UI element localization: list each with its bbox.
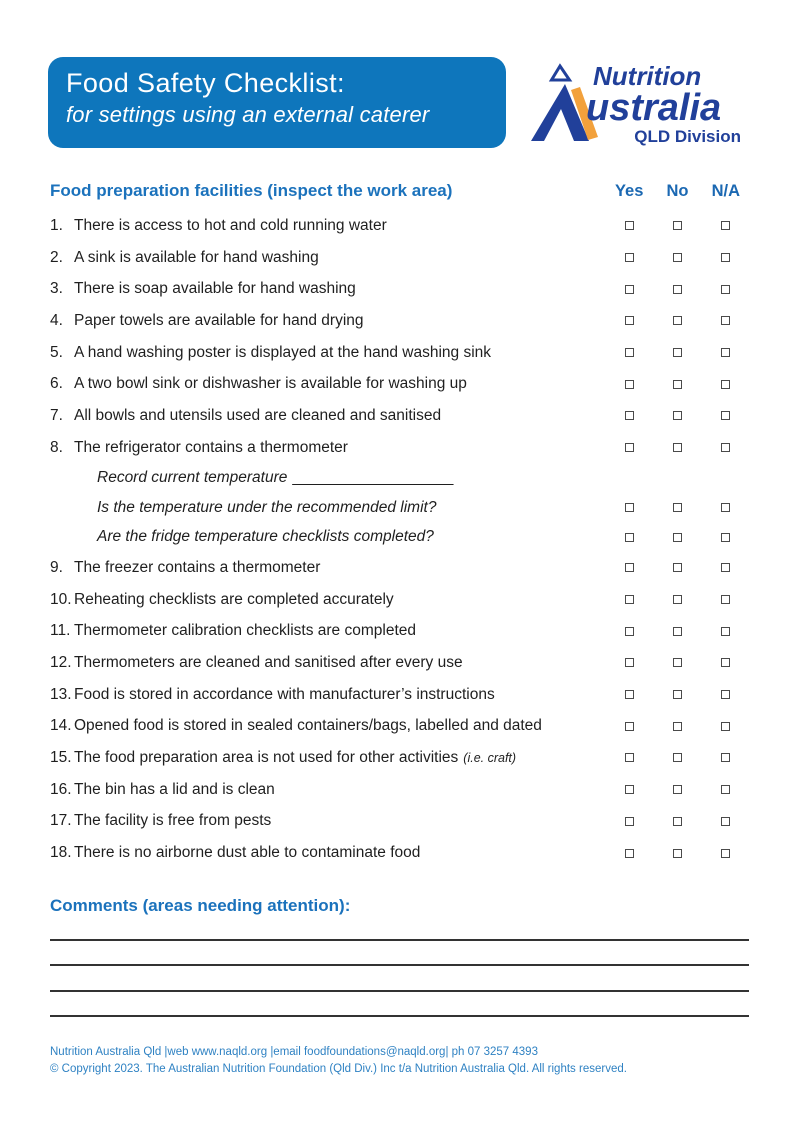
check-columns (605, 253, 750, 262)
checkbox-yes[interactable] (625, 503, 634, 512)
checkbox-yes[interactable] (625, 533, 634, 542)
checkbox-na[interactable] (721, 722, 730, 731)
checkbox-no[interactable] (673, 443, 682, 452)
comments-heading: Comments (areas needing attention): (50, 895, 351, 915)
item-number: 3. (50, 280, 63, 298)
comments-area (50, 916, 750, 1017)
checkbox-no[interactable] (673, 411, 682, 420)
checkbox-na[interactable] (721, 443, 730, 452)
checkbox-na[interactable] (721, 533, 730, 542)
checklist-section (50, 181, 750, 1017)
item-text: Reheating checklists are completed accurately (74, 590, 394, 608)
comment-line[interactable] (50, 992, 749, 1017)
checkbox-yes[interactable] (625, 443, 634, 452)
column-header-na: N/A (711, 182, 741, 200)
checkbox-na[interactable] (721, 785, 730, 794)
check-columns (605, 503, 750, 512)
checklist-row (50, 647, 750, 679)
item-number: 1. (50, 216, 63, 234)
checkbox-na[interactable] (721, 503, 730, 512)
item-text (74, 749, 605, 767)
checkbox-no[interactable] (673, 563, 682, 572)
item-number: 6. (50, 375, 63, 393)
checkbox-na[interactable] (721, 563, 730, 572)
checklist-row (50, 584, 750, 616)
item-text: Thermometer calibration checklists are completed (74, 622, 416, 640)
checkbox-na[interactable] (721, 253, 730, 262)
checklist-subrow (50, 464, 750, 494)
item-text: The facility is free from pests (74, 812, 272, 830)
checkbox-no[interactable] (673, 627, 682, 636)
item-number: 9. (50, 558, 63, 576)
checkbox-no[interactable] (673, 316, 682, 325)
item-text: There is soap available for hand washing (74, 280, 356, 298)
title-banner (48, 57, 506, 148)
checkbox-yes[interactable] (625, 253, 634, 262)
checkbox-na[interactable] (721, 658, 730, 667)
check-columns (605, 443, 750, 452)
check-columns (605, 627, 750, 636)
check-columns (605, 849, 750, 858)
check-columns (605, 285, 750, 294)
item-text: There is no airborne dust able to contaminate food (74, 844, 421, 862)
check-columns (605, 690, 750, 699)
check-columns (605, 753, 750, 762)
item-number: 7. (50, 406, 63, 424)
check-columns (605, 348, 750, 357)
checkbox-yes[interactable] (625, 817, 634, 826)
checkbox-no[interactable] (673, 753, 682, 762)
item-number: 5. (50, 343, 63, 361)
comment-line[interactable] (50, 966, 749, 991)
item-number: 13. (50, 685, 72, 703)
check-columns (605, 785, 750, 794)
checkbox-yes[interactable] (625, 690, 634, 699)
footer-copyright-line: © Copyright 2023. The Australian Nutrition Foundation (Qld Div.) Inc t/a Nutrition Australia Qld. All rights reserved. (50, 1062, 627, 1075)
checklist-row (50, 400, 750, 432)
item-number: 17. (50, 812, 72, 830)
checkbox-no[interactable] (673, 503, 682, 512)
item-text: The bin has a lid and is clean (74, 780, 275, 798)
logo-brand-top: Nutrition (593, 61, 702, 91)
checklist-row (50, 242, 750, 274)
item-number: 18. (50, 844, 72, 862)
checklist-row (50, 368, 750, 400)
checkbox-na[interactable] (721, 690, 730, 699)
checkbox-yes[interactable] (625, 380, 634, 389)
checkbox-na[interactable] (721, 348, 730, 357)
checkbox-na[interactable] (721, 221, 730, 230)
item-text: A hand washing poster is displayed at the hand washing sink (74, 343, 492, 361)
checkbox-na[interactable] (721, 627, 730, 636)
footer-contact-line: Nutrition Australia Qld |web www.naqld.org |email foodfoundations@naqld.org| ph 07 3257 4393 (50, 1046, 538, 1058)
checkbox-na[interactable] (721, 316, 730, 325)
checkbox-yes[interactable] (625, 221, 634, 230)
checklist-row (50, 615, 750, 647)
item-text: The freezer contains a thermometer (74, 558, 321, 576)
item-text: Food is stored in accordance with manufacturer’s instructions (74, 685, 495, 703)
checkbox-na[interactable] (721, 817, 730, 826)
checkbox-yes[interactable] (625, 658, 634, 667)
checkbox-no[interactable] (673, 595, 682, 604)
checkbox-na[interactable] (721, 753, 730, 762)
item-text-main: The food preparation area is not used for other activities (74, 748, 459, 766)
item-text: A two bowl sink or dishwasher is available for washing up (74, 375, 467, 393)
checkbox-no[interactable] (673, 253, 682, 262)
check-columns (605, 316, 750, 325)
checkbox-na[interactable] (721, 285, 730, 294)
check-columns (605, 595, 750, 604)
item-number: 4. (50, 311, 63, 329)
checkbox-no[interactable] (673, 285, 682, 294)
item-number: 14. (50, 717, 72, 735)
item-number: 16. (50, 780, 72, 798)
subitem-text (50, 469, 750, 487)
logo-division: QLD Division (634, 127, 741, 146)
record-temperature-label: Record current temperature (97, 469, 288, 487)
item-text: Opened food is stored in sealed containers/bags, labelled and dated (74, 717, 542, 735)
subitem-text: Are the fridge temperature checklists completed? (97, 528, 434, 546)
checkbox-yes[interactable] (625, 348, 634, 357)
item-number: 8. (50, 438, 63, 456)
check-columns (605, 817, 750, 826)
checkbox-no[interactable] (673, 849, 682, 858)
column-headers (605, 182, 750, 201)
checklist-row (50, 837, 750, 869)
checklist-row (50, 337, 750, 369)
comment-line[interactable] (50, 941, 749, 966)
checkbox-yes[interactable] (625, 627, 634, 636)
checklist-subrow (50, 493, 750, 523)
subitem-text: Is the temperature under the recommended limit? (97, 498, 437, 516)
checklist-row (50, 806, 750, 838)
comment-line[interactable] (50, 916, 749, 941)
item-text-suffix: (i.e. craft) (463, 750, 517, 765)
item-number: 11. (50, 622, 71, 640)
checkbox-na[interactable] (721, 380, 730, 389)
checklist-items (50, 210, 750, 869)
checklist-subrow (50, 523, 750, 553)
item-number: 15. (50, 748, 72, 766)
checklist-row (50, 210, 750, 242)
checkbox-na[interactable] (721, 849, 730, 858)
item-text: Thermometers are cleaned and sanitised after every use (74, 653, 463, 671)
check-columns (605, 221, 750, 230)
checkbox-no[interactable] (673, 380, 682, 389)
checkbox-no[interactable] (673, 658, 682, 667)
checkbox-yes[interactable] (625, 595, 634, 604)
checkbox-yes[interactable] (625, 563, 634, 572)
checklist-row (50, 305, 750, 337)
checkbox-no[interactable] (673, 221, 682, 230)
checklist-row (50, 679, 750, 711)
check-columns (605, 658, 750, 667)
item-text: All bowls and utensils used are cleaned and sanitised (74, 406, 442, 424)
page-footer (50, 1044, 750, 1077)
item-text: Paper towels are available for hand drying (74, 311, 364, 329)
checklist-row (50, 774, 750, 806)
column-header-yes: Yes (614, 182, 644, 200)
checkbox-no[interactable] (673, 817, 682, 826)
item-text: There is access to hot and cold running water (74, 216, 387, 234)
check-columns (605, 411, 750, 420)
checkbox-no[interactable] (673, 785, 682, 794)
item-number: 10. (50, 590, 72, 608)
checkbox-yes[interactable] (625, 785, 634, 794)
check-columns (605, 533, 750, 542)
checkbox-yes[interactable] (625, 316, 634, 325)
document-subtitle: for settings using an external caterer (66, 102, 430, 127)
checkbox-yes[interactable] (625, 753, 634, 762)
document-title: Food Safety Checklist: (66, 68, 345, 98)
nutrition-australia-logo (531, 54, 743, 146)
checkbox-na[interactable] (721, 595, 730, 604)
checkbox-yes[interactable] (625, 849, 634, 858)
checklist-row (50, 432, 750, 464)
checkbox-yes[interactable] (625, 285, 634, 294)
checkbox-no[interactable] (673, 348, 682, 357)
checkbox-no[interactable] (673, 533, 682, 542)
logo-brand-bottom: ustralia (586, 87, 722, 129)
checklist-row (50, 273, 750, 305)
check-columns (605, 563, 750, 572)
record-temperature-write-line[interactable]: _____________________ (292, 469, 453, 487)
item-number: 2. (50, 248, 63, 266)
check-columns (605, 380, 750, 389)
item-text: A sink is available for hand washing (74, 248, 319, 266)
checkbox-yes[interactable] (625, 411, 634, 420)
checklist-row (50, 742, 750, 774)
checklist-row (50, 552, 750, 584)
check-columns (605, 722, 750, 731)
checkbox-yes[interactable] (625, 722, 634, 731)
section-header (50, 181, 750, 201)
checklist-row (50, 710, 750, 742)
checkbox-na[interactable] (721, 411, 730, 420)
section-title: Food preparation facilities (inspect the work area) (50, 181, 453, 200)
item-text: The refrigerator contains a thermometer (74, 438, 348, 456)
column-header-no: No (666, 182, 689, 200)
checkbox-no[interactable] (673, 722, 682, 731)
item-number: 12. (50, 653, 72, 671)
checkbox-no[interactable] (673, 690, 682, 699)
